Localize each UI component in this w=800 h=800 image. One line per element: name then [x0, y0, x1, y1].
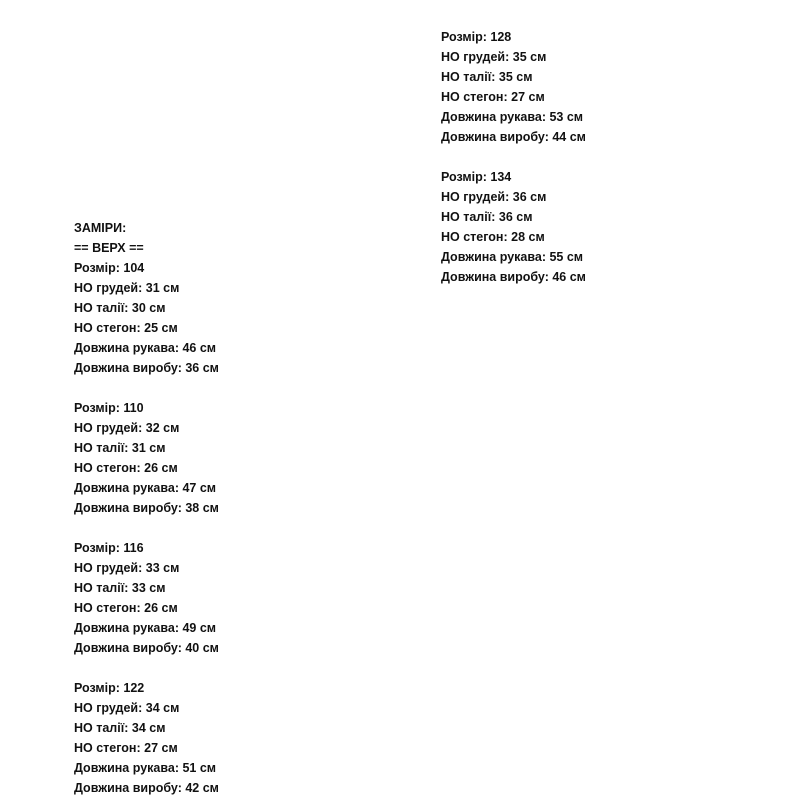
- size-block-104: [74, 258, 219, 378]
- garment-length: Довжина виробу: 42 см: [74, 781, 219, 795]
- sleeve-length: Довжина рукава: 49 см: [74, 621, 217, 635]
- size-label: Розмір: 110: [74, 401, 144, 415]
- garment-length: Довжина виробу: 36 см: [74, 361, 219, 375]
- hips-measure: НО стегон: 25 см: [74, 321, 178, 335]
- size-label: Розмір: 116: [74, 541, 144, 555]
- size-label: Розмір: 128: [441, 30, 512, 44]
- size-block-110: [74, 398, 219, 518]
- sleeve-length: Довжина рукава: 51 см: [74, 761, 217, 775]
- waist-measure: НО талії: 35 см: [441, 70, 533, 84]
- waist-measure: НО талії: 34 см: [74, 721, 166, 735]
- sleeve-length: Довжина рукава: 55 см: [441, 250, 584, 264]
- block-gap: [74, 518, 219, 538]
- garment-length: Довжина виробу: 44 см: [441, 130, 586, 144]
- sleeve-length: Довжина рукава: 47 см: [74, 481, 217, 495]
- size-label: Розмір: 104: [74, 261, 145, 275]
- measurements-column-right: [441, 27, 586, 287]
- chest-measure: НО грудей: 34 см: [74, 701, 180, 715]
- sleeve-length: Довжина рукава: 46 см: [74, 341, 217, 355]
- block-gap: [441, 147, 586, 167]
- block-gap: [74, 658, 219, 678]
- block-gap: [74, 378, 219, 398]
- garment-length: Довжина виробу: 46 см: [441, 270, 586, 284]
- hips-measure: НО стегон: 27 см: [74, 741, 178, 755]
- waist-measure: НО талії: 33 см: [74, 581, 166, 595]
- chest-measure: НО грудей: 33 см: [74, 561, 180, 575]
- measurements-column-left: [74, 218, 219, 798]
- chest-measure: НО грудей: 31 см: [74, 281, 180, 295]
- chest-measure: НО грудей: 36 см: [441, 190, 547, 204]
- sleeve-length: Довжина рукава: 53 см: [441, 110, 584, 124]
- hips-measure: НО стегон: 27 см: [441, 90, 545, 104]
- size-label: Розмір: 134: [441, 170, 512, 184]
- chest-measure: НО грудей: 32 см: [74, 421, 180, 435]
- section-title: == ВЕРХ ==: [74, 241, 144, 255]
- waist-measure: НО талії: 30 см: [74, 301, 166, 315]
- waist-measure: НО талії: 31 см: [74, 441, 166, 455]
- hips-measure: НО стегон: 26 см: [74, 461, 178, 475]
- size-block-134: [441, 167, 586, 287]
- hips-measure: НО стегон: 26 см: [74, 601, 178, 615]
- garment-length: Довжина виробу: 40 см: [74, 641, 219, 655]
- size-label: Розмір: 122: [74, 681, 145, 695]
- waist-measure: НО талії: 36 см: [441, 210, 533, 224]
- hips-measure: НО стегон: 28 см: [441, 230, 545, 244]
- size-block-116: [74, 538, 219, 658]
- garment-length: Довжина виробу: 38 см: [74, 501, 219, 515]
- size-block-128: [441, 27, 586, 147]
- size-block-122: [74, 678, 219, 798]
- chest-measure: НО грудей: 35 см: [441, 50, 547, 64]
- heading: ЗАМІРИ:: [74, 221, 127, 235]
